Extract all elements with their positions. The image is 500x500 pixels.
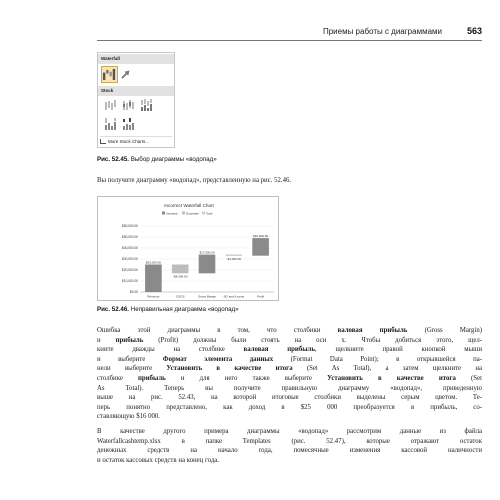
body-paragraph-2 — [97, 427, 482, 465]
bold-term: прибыль — [138, 374, 166, 382]
stock-volume-hlc-icon[interactable] — [104, 117, 118, 131]
stock-volume-ohlc-icon[interactable] — [122, 117, 136, 131]
text-run: . Чтобы добиться этого, щел- — [344, 336, 482, 344]
text-run: кните дважды на столбике — [97, 346, 244, 354]
stock-high-low-close-icon[interactable] — [104, 98, 118, 112]
text-run: As Total). Теперь вы получите правильную диаграмму «водопад», приведенную — [97, 384, 482, 392]
bold-term: Формат элемента данных — [162, 355, 274, 363]
text-line — [97, 446, 482, 456]
bold-term: прибыль — [115, 336, 144, 344]
figure-caption-52-46 — [97, 306, 239, 313]
waterfall-chart-svg — [98, 197, 280, 302]
text-line — [97, 384, 482, 394]
page-number: 563 — [466, 26, 482, 36]
x-tick-label: Revenue — [147, 294, 160, 299]
text-run: (Profit) должны были стоять на оси — [143, 336, 342, 344]
chart-mini-icon — [100, 139, 106, 144]
legend-entry: Decrease — [186, 211, 199, 216]
waterfall-bar — [225, 255, 242, 256]
figure-caption-label: Рис. 52.46. — [97, 306, 130, 313]
legend-swatch — [162, 212, 165, 215]
text-line — [97, 374, 482, 384]
text-line — [97, 345, 482, 355]
chart-type-gallery — [97, 52, 175, 148]
x-tick-label: COGS — [175, 294, 185, 299]
running-header — [97, 27, 482, 39]
text-run: и остаток кассовых средств на конец года. — [97, 456, 220, 464]
x-tick-label: Gross Margin — [197, 294, 217, 299]
y-tick-label: $10,000.00 — [122, 279, 138, 284]
text-run: В качестве другого примера диаграммы «водопад» рассмотрим данные из файла — [97, 428, 482, 435]
text-run: и для него также выберите — [165, 374, 328, 382]
intro-text: Вы получите диаграмму «водопад», представленную на рис. 52.46. — [97, 177, 292, 184]
bar-data-label: -$8,000.00 — [173, 274, 188, 279]
waterfall-bar — [199, 255, 216, 274]
waterfall-chart-icon[interactable] — [102, 67, 116, 81]
text-line — [97, 437, 482, 447]
stock-volume-icon[interactable] — [140, 98, 154, 112]
text-line — [97, 336, 482, 346]
gallery-section-waterfall: Waterfall — [98, 54, 174, 64]
bold-term: валовая прибыль — [337, 327, 408, 334]
text-line — [97, 456, 482, 466]
text-run: , щелкните правой кнопкой мыши — [314, 346, 482, 354]
text-run: Ошибка этой диаграммы в том, что столбики — [97, 327, 338, 334]
bold-term: Установить в качестве итога — [327, 374, 456, 382]
figure-caption-label: Рис. 52.45. — [97, 156, 130, 163]
waterfall-bar — [145, 265, 162, 293]
text-line — [97, 355, 482, 365]
text-run: перь понятно представлено, как доход в $25 000 преобразуется в прибыль, со- — [97, 403, 482, 411]
bar-data-label: $25,000.00 — [145, 260, 161, 265]
text-run: и выберите — [97, 355, 163, 363]
body-paragraph-1 — [97, 326, 482, 422]
bar-data-label: $17,000.00 — [199, 250, 215, 255]
bold-term: валовая прибыль — [243, 346, 315, 354]
text-run: (Gross Margin) — [407, 327, 483, 334]
y-tick-label: $30,000.00 — [122, 257, 138, 262]
y-tick-label: $20,000.00 — [122, 268, 138, 273]
text-line — [97, 393, 482, 403]
waterfall-chart — [97, 196, 279, 301]
text-run: нели выберите — [97, 365, 167, 373]
running-header-title: Приемы работы с диаграммами — [322, 27, 442, 36]
bold-term: Установить в качестве итога — [166, 365, 293, 373]
text-run: (Set As Total), а затем щелкните на — [292, 365, 482, 373]
legend-swatch — [182, 212, 185, 215]
text-line — [97, 364, 482, 374]
text-run: денежных средств на начало года, помесячные изменения кассовой наличности — [97, 447, 482, 455]
header-rule — [97, 40, 482, 41]
intro-paragraph — [97, 176, 482, 186]
text-run: выше на рис. 52.43, на которой итоговые столбики выделены серым цветом. Те- — [97, 394, 482, 402]
y-tick-label: $40,000.00 — [122, 246, 138, 251]
x-tick-label: SG and A costs — [223, 294, 245, 299]
text-line — [97, 403, 482, 413]
cursor-arrow-icon — [120, 67, 134, 81]
text-run: (Set — [455, 374, 482, 382]
text-run: ставляющую $16 000. — [97, 413, 161, 421]
more-stock-charts-label: More Stock Charts... — [108, 139, 150, 144]
text-line — [97, 427, 482, 437]
text-run: и — [97, 336, 116, 344]
bar-data-label: -$1,000.00 — [226, 256, 241, 261]
legend-entry: Total — [206, 211, 213, 216]
text-run: столбике — [97, 374, 138, 382]
text-run: (Format Data Point); в открывшейся па- — [273, 355, 482, 363]
figure-caption-text: Выбор диаграммы «водопад» — [129, 156, 217, 163]
bar-data-label: $16,000.00 — [253, 233, 269, 238]
waterfall-bar — [252, 238, 269, 256]
y-tick-label: $60,000.00 — [122, 224, 138, 229]
figure-caption-52-45 — [97, 156, 217, 163]
y-tick-label: $0.00 — [130, 290, 138, 295]
legend-swatch — [202, 212, 205, 215]
text-run: Waterfallcashtemp.xlsx в папке Templates (рис. 52.47), которые отражают остаток — [97, 437, 482, 445]
text-line — [97, 326, 482, 336]
figure-caption-text: Неправильная диаграмма «водопад» — [129, 306, 239, 313]
text-run: x — [341, 336, 345, 344]
gallery-section-stock: Stock — [98, 86, 174, 96]
more-stock-charts-link[interactable] — [100, 136, 172, 145]
text-line — [97, 412, 482, 422]
stock-open-high-low-close-icon[interactable] — [122, 98, 136, 112]
y-tick-label: $50,000.00 — [122, 235, 138, 240]
waterfall-bar — [172, 265, 189, 274]
legend-entry: Increase — [166, 211, 178, 216]
chart-title: Incorrect Waterfall Chart — [164, 203, 214, 208]
x-tick-label: Profit — [257, 294, 265, 299]
